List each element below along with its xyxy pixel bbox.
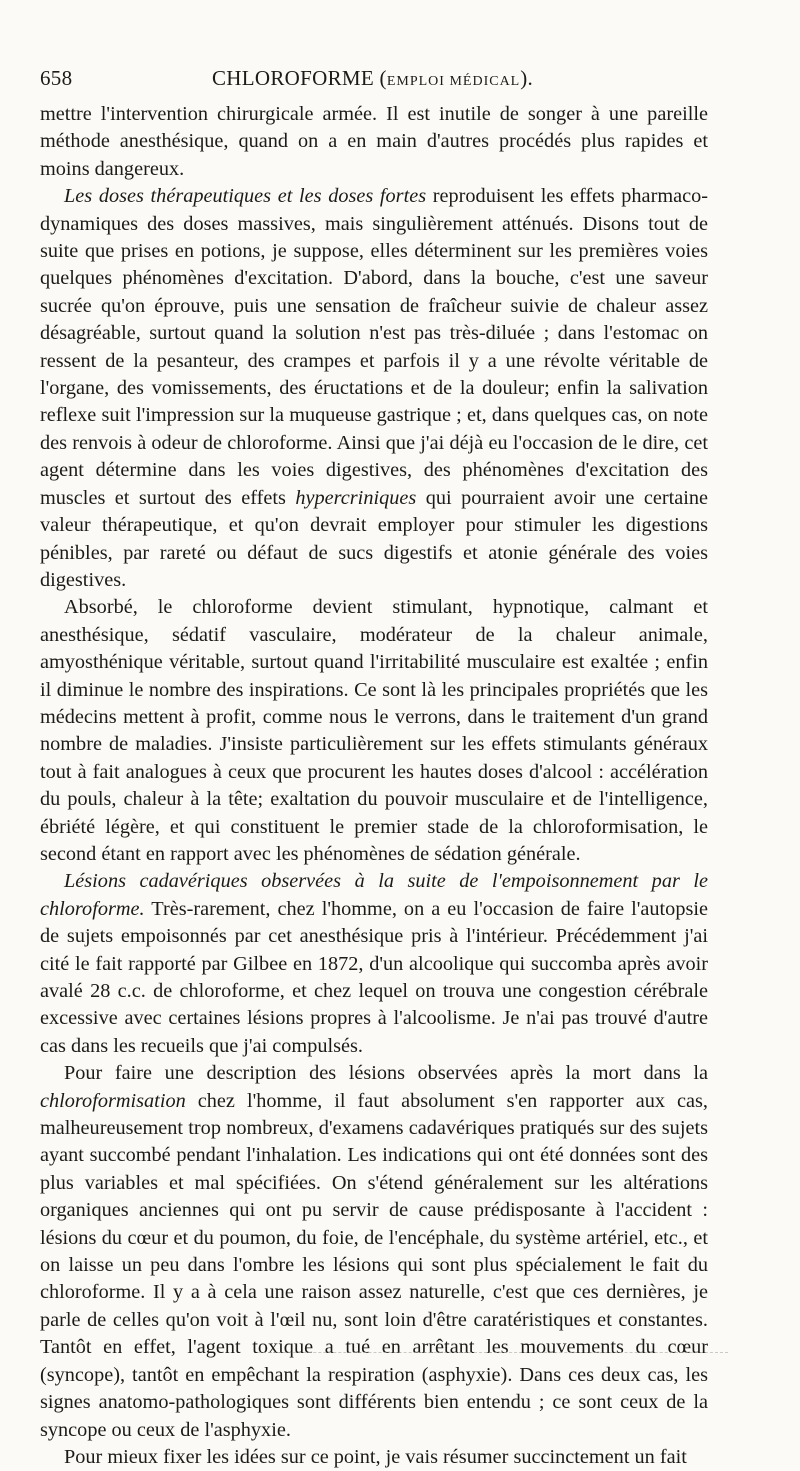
paragraph-2-em: hypercriniques <box>295 486 417 509</box>
paragraph-4 <box>40 868 708 1060</box>
paragraph-5-text: Pour faire une description des lésions observées après la mort dans la <box>64 1062 708 1085</box>
paragraph-4-lead: Lésions cadavériques observées à la suite de l'empoisonnement par le chloroforme. <box>40 870 708 920</box>
paragraph-4-text: Très-rarement, chez l'homme, on a eu l'occasion de faire l'autopsie de sujets empoisonnés par cet anesthésique pris à l'intérieur. Précédemment j'ai cité le fait rapporté par Gilbee en 1872, d'un alcoolique qui succomba après avoir avalé 28 c.c. de chloroforme, et chez lequel on trouva une congestion cérébrale excessive avec certaines lésions propres à l'alcoolisme. Je n'ai pas trouvé d'autre cas dans les recueils que j'ai compulsés. <box>40 897 708 1057</box>
paragraph-1-text: mettre l'intervention chirurgicale armée. Il est inutile de songer à une pareille méthode anesthésique, quand on a en main d'autres procédés plus rapides et moins dangereux. <box>40 103 708 180</box>
paragraph-5-em: chloroformisation <box>40 1089 186 1112</box>
paragraph-2-text-end: qui pourraient avoir une certaine valeur thérapeutique, et qu'on devrait employer pour stimuler les digestions pénibles, par rareté ou défaut de sucs digestifs et atonie générale des voies digestives. <box>40 486 708 591</box>
page-body <box>40 101 708 1471</box>
paragraph-3 <box>40 594 708 868</box>
paragraph-6 <box>40 1444 708 1471</box>
running-title-open: ( <box>374 66 387 90</box>
page-number: 658 <box>40 66 73 90</box>
paragraph-5-text-end: chez l'homme, il faut absolument s'en rapporter aux cas, malheureusement trop nombreux, d'examens cadavériques pratiqués sur des sujets ayant succombé pendant l'inhalation. Les indications qui ont été données sont des plus variables et mal spécifiées. On s'étend généralement sur les altérations organiques anciennes qui ont pu servir de cause prédisposante à l'accident : lésions du cœur et du poumon, du foie, de l'encéphale, du système artériel, etc., et on laisse un peu dans l'ombre les lésions qui sont plus spécialement le fait du chloroforme. Il y a à cela une raison assez naturelle, c'est que ces dernières, je parle de celles qu'on voit à l'œil nu, sont loin d'être caratéristiques et constantes. Tantôt en effet, l'agent toxique a tué en arrêtant les mouvements du cœur (syncope), tantôt en empêchant la respiration (asphyxie). Dans ces deux cas, les signes anatomo-pathologiques sont différents bien entendu ; ce sont ceux de la syncope ou ceux de l'asphyxie. <box>40 1089 708 1441</box>
running-header <box>40 66 708 92</box>
paragraph-1 <box>40 101 708 183</box>
running-title-close: ). <box>520 66 534 90</box>
paragraph-2 <box>40 183 708 594</box>
paragraph-5 <box>40 1060 708 1444</box>
paragraph-2-lead: Les doses thérapeutiques et les doses fortes <box>64 185 427 208</box>
paragraph-2-text: reproduisent les effets pharmaco-dynamiques des doses massives, mais singulièrement atténués. Disons tout de suite que prises en potions, je suppose, elles déterminent sur les premières voies quelques phénomènes d'excitation. D'abord, dans la bouche, c'est une saveur sucrée qu'on éprouve, puis une sensation de fraîcheur suivie de chaleur assez désagréable, surtout quand la solution n'est pas très-diluée ; dans l'estomac on ressent de la pesanteur, des crampes et parfois il y a une révolte véritable de l'organe, des vomissements, des éructations et de la douleur; enfin la salivation reflexe suit l'impression sur la muqueuse gastrique ; et, dans quelques cas, on note des renvois à odeur de chloroforme. Ainsi que j'ai déjà eu l'occasion de le dire, cet agent détermine dans les voies digestives, des phénomènes d'excitation des muscles et surtout des effets <box>40 185 708 509</box>
bleed-through-rule <box>258 1352 728 1355</box>
running-title-main: CHLOROFORME <box>212 66 374 90</box>
running-title-subject: EMPLOI MÉDICAL <box>386 74 521 89</box>
paragraph-6-text: Pour mieux fixer les idées sur ce point, je vais résumer succinctement un fait <box>64 1445 687 1468</box>
running-title <box>212 66 533 91</box>
paragraph-3-text: Absorbé, le chloroforme devient stimulant, hypnotique, calmant et anesthésique, sédatif vasculaire, modérateur de la chaleur animale, amyosthénique véritable, surtout quand l'irritabilité musculaire est exaltée ; enfin il diminue le nombre des inspirations. Ce sont là les principales propriétés que les médecins mettent à profit, comme nous le verrons, dans le traitement d'un grand nombre de maladies. J'insiste particulièrement sur les effets stimulants généraux tout à fait analogues à ceux que procurent les hautes doses d'alcool : accélération du pouls, chaleur à la tête; exaltation du pouvoir musculaire et de l'intelligence, ébriété légère, et qui constituent le premier stade de la chloroformisation, le second étant en rapport avec les phénomènes de sédation générale. <box>40 596 708 865</box>
